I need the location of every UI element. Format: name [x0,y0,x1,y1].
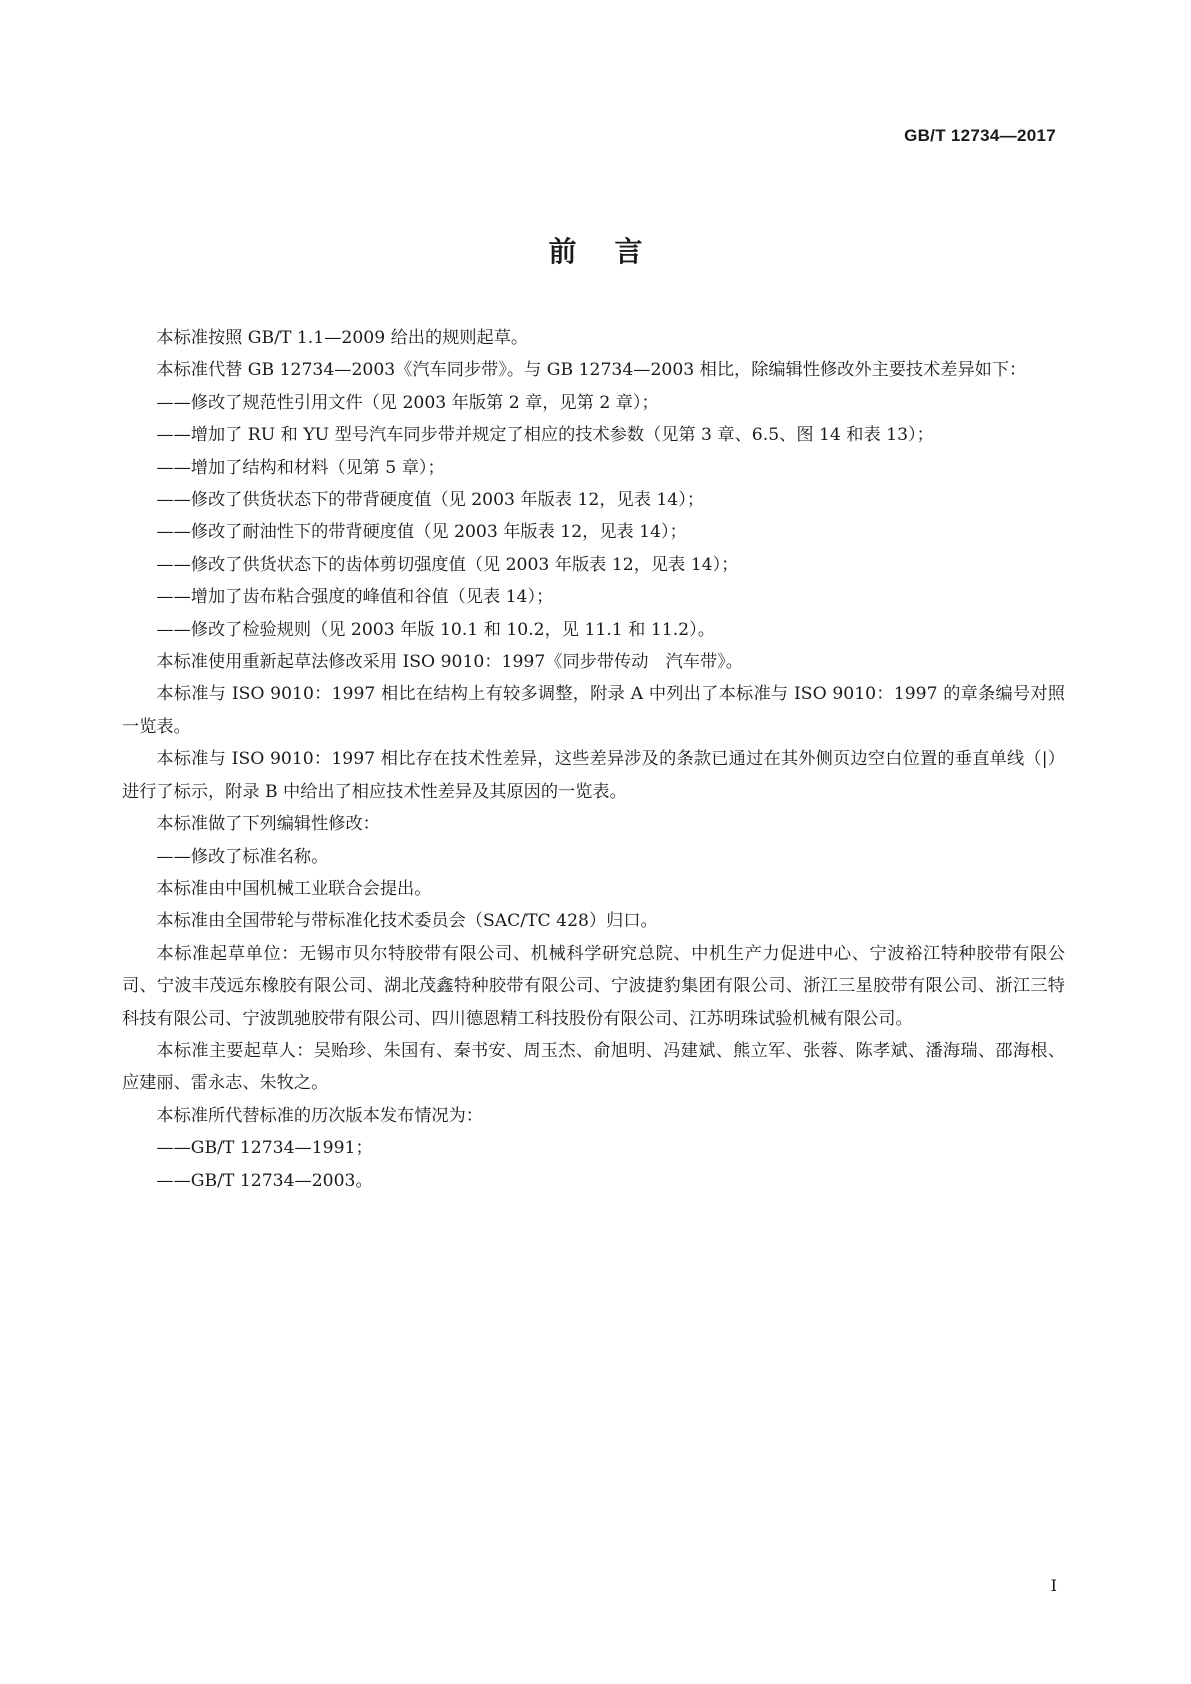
list-item: ——增加了结构和材料（见第 5 章）； [156,457,445,478]
list-item: ——修改了供货状态下的带背硬度值（见 2003 年版表 12，见表 14）； [156,490,705,511]
list-item: ——修改了标准名称。 [156,846,329,867]
list-item: ——修改了规范性引用文件（见 2003 年版第 2 章，见第 2 章）； [156,392,659,413]
foreword-body [122,322,1065,1197]
paragraph-drafting-rules: 本标准按照 GB/T 1.1—2009 给出的规则起草。 [156,328,529,348]
paragraph-proposed-by: 本标准由中国机械工业联合会提出。 [156,878,432,899]
list-item: ——GB/T 12734—1991； [156,1138,373,1159]
paragraph-drafters: 本标准主要起草人：吴贻珍、朱国有、秦书安、周玉杰、俞旭明、冯建斌、熊立军、张蓉、陈孝斌、潘海瑞、邵海根、应建丽、雷永志、朱牧之。 [122,1040,1065,1094]
page-number: I [1050,1576,1057,1595]
standard-number: GB/T 12734—2017 [904,126,1056,145]
paragraph-structure-changes: 本标准与 ISO 9010：1997 相比在结构上有较多调整，附录 A 中列出了本标准与 ISO 9010：1997 的章条编号对照一览表。 [122,684,1065,737]
paragraph-technical-differences: 本标准与 ISO 9010：1997 相比存在技术性差异，这些差异涉及的条款已通过在其外侧页边空白位置的垂直单线（|）进行了标示，附录 B 中给出了相应技术性差异及其原因的一览表。 [122,749,1065,802]
paragraph-centralized-by: 本标准由全国带轮与带标准化技术委员会（SAC/TC 428）归口。 [156,911,658,932]
list-item: ——GB/T 12734—2003。 [156,1170,373,1191]
paragraph-drafting-units: 本标准起草单位：无锡市贝尔特胶带有限公司、机械科学研究总院、中机生产力促进中心、宁波裕江特种胶带有限公司、宁波丰茂远东橡胶有限公司、湖北茂鑫特种胶带有限公司、宁波捷豹集团有限公司、浙江三星胶带有限公司、浙江三特科技有限公司、宁波凯驰胶带有限公司、四川德恩精工科技股份有限公司、江苏明珠试验机械有限公司。 [122,943,1065,1029]
list-item: ——增加了 RU 和 YU 型号汽车同步带并规定了相应的技术参数（见第 3 章、6.5、图 14 和表 13）； [156,425,934,446]
paragraph-iso-adoption: 本标准使用重新起草法修改采用 ISO 9010：1997《同步带传动 汽车带》。 [156,652,743,673]
list-item: ——增加了齿布粘合强度的峰值和谷值（见表 14）； [156,587,554,608]
paragraph-editorial-changes: 本标准做了下列编辑性修改： [156,814,380,835]
page-title: 前言 [548,235,681,268]
list-item: ——修改了检验规则（见 2003 年版 10.1 和 10.2，见 11.1 和 11.2）。 [156,619,715,640]
paragraph-previous-editions: 本标准所代替标准的历次版本发布情况为： [156,1105,483,1126]
list-item: ——修改了耐油性下的带背硬度值（见 2003 年版表 12，见表 14）； [156,522,687,543]
paragraph-replaces: 本标准代替 GB 12734—2003《汽车同步带》。与 GB 12734—2003 相比，除编辑性修改外主要技术差异如下： [156,360,1027,381]
list-item: ——修改了供货状态下的齿体剪切强度值（见 2003 年版表 12，见表 14）； [156,554,739,575]
